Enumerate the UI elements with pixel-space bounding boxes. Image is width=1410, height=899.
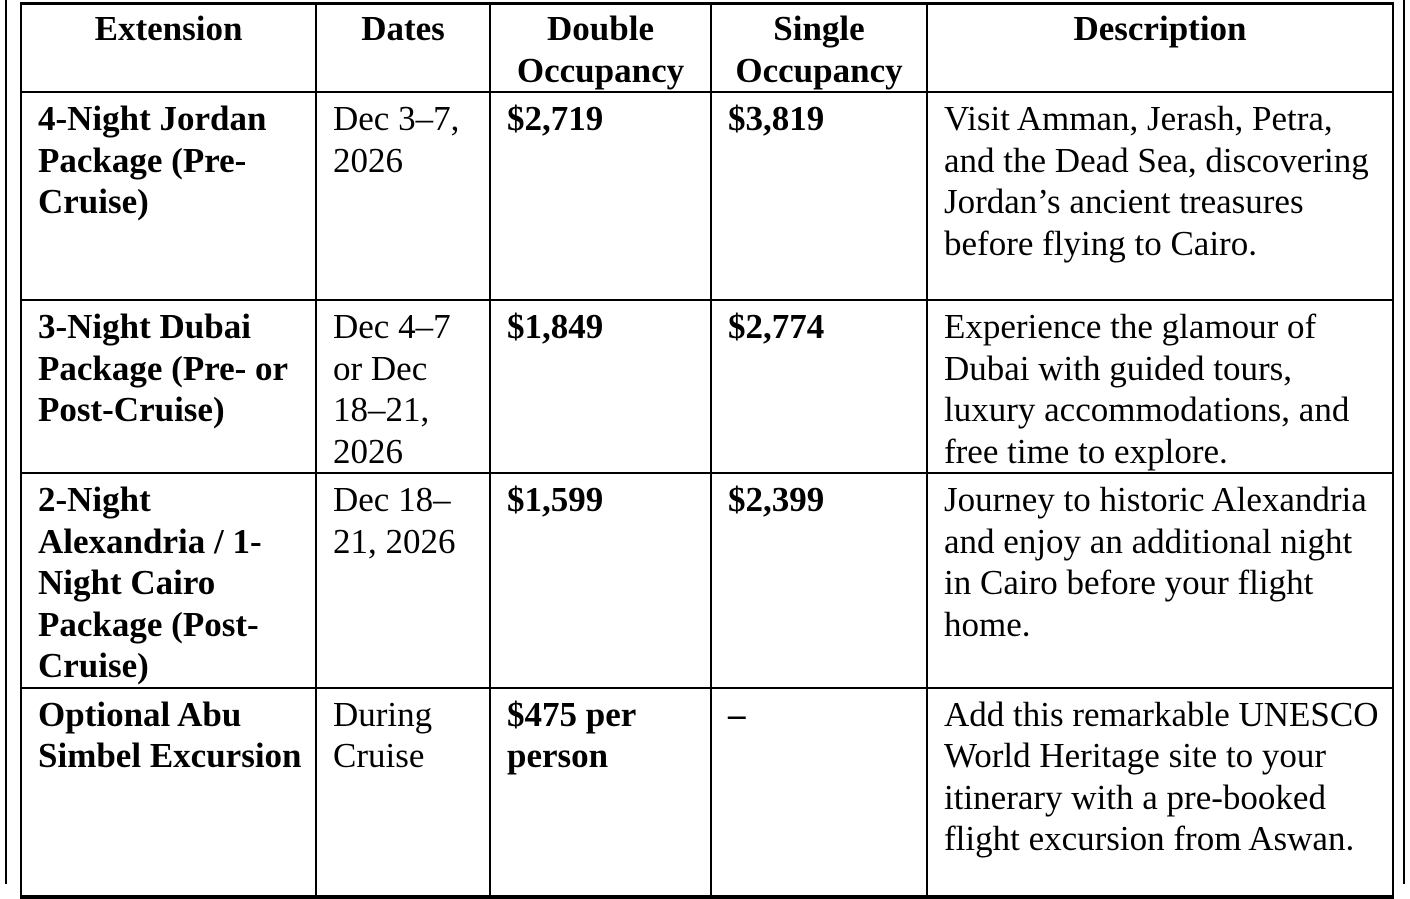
- extension-cell: 2-Night Alexandria / 1-Night Cairo Package (Post-Cruise): [21, 473, 316, 688]
- double-occupancy-cell: $475 per person: [490, 688, 711, 897]
- table-row: [21, 92, 1393, 300]
- header-description: Description: [927, 4, 1393, 93]
- table-row: [21, 300, 1393, 473]
- header-dates: Dates: [316, 4, 490, 93]
- double-occupancy-cell: $2,719: [490, 92, 711, 300]
- description-cell: Experience the glamour of Dubai with guided tours, luxury accommodations, and free time to explore.: [927, 300, 1393, 473]
- header-double-occupancy: Double Occupancy: [490, 4, 711, 93]
- dates-cell: Dec 3–7, 2026: [316, 92, 490, 300]
- extensions-table: [20, 2, 1394, 899]
- header-single-occupancy: Single Occupancy: [711, 4, 927, 93]
- single-occupancy-cell: –: [711, 688, 927, 897]
- header-row: [21, 4, 1393, 93]
- page-border-left: [5, 0, 7, 884]
- single-occupancy-cell: $2,399: [711, 473, 927, 688]
- dates-cell: Dec 18–21, 2026: [316, 473, 490, 688]
- description-cell: Journey to historic Alexandria and enjoy an additional night in Cairo before your flight home.: [927, 473, 1393, 688]
- description-cell: Visit Amman, Jerash, Petra, and the Dead Sea, discovering Jordan’s ancient treasures before flying to Cairo.: [927, 92, 1393, 300]
- header-extension: Extension: [21, 4, 316, 93]
- table-body: [21, 92, 1393, 897]
- table-row: [21, 688, 1393, 897]
- table-header: [21, 4, 1393, 93]
- single-occupancy-cell: $2,774: [711, 300, 927, 473]
- extension-cell: 4-Night Jordan Package (Pre-Cruise): [21, 92, 316, 300]
- table-row: [21, 473, 1393, 688]
- description-cell: Add this remarkable UNESCO World Heritage site to your itinerary with a pre-booked flight excursion from Aswan.: [927, 688, 1393, 897]
- double-occupancy-cell: $1,599: [490, 473, 711, 688]
- page-border-right: [1403, 0, 1405, 884]
- extension-cell: 3-Night Dubai Package (Pre- or Post-Cruise): [21, 300, 316, 473]
- extension-cell: Optional Abu Simbel Excursion: [21, 688, 316, 897]
- single-occupancy-cell: $3,819: [711, 92, 927, 300]
- dates-cell: Dec 4–7 or Dec 18–21, 2026: [316, 300, 490, 473]
- dates-cell: During Cruise: [316, 688, 490, 897]
- double-occupancy-cell: $1,849: [490, 300, 711, 473]
